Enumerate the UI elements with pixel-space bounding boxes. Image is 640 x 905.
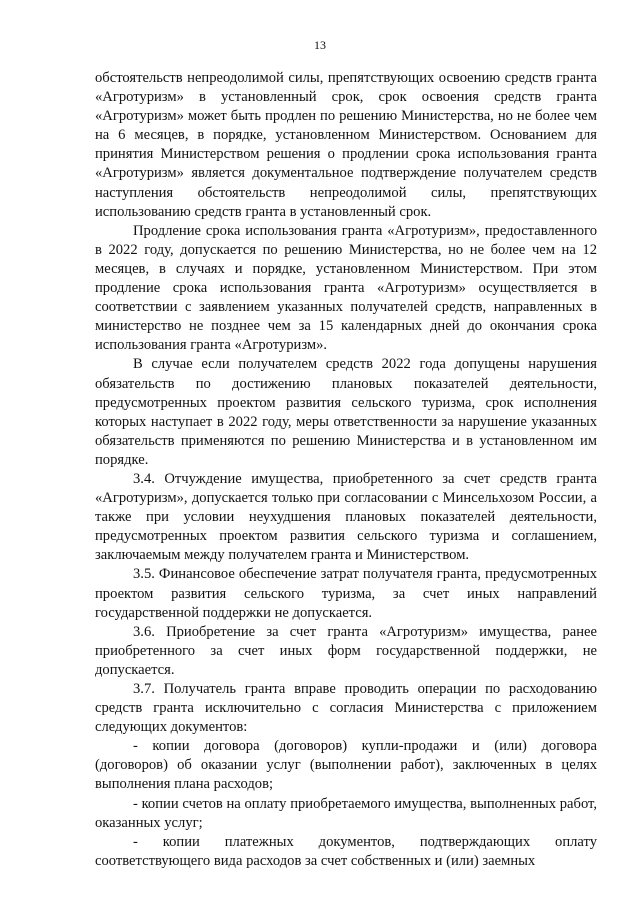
paragraph-3-4: 3.4. Отчуждение имущества, приобретенного за счет средств гранта «Агротуризм», допускается только при согласовании с Минсельхозом России, а также при условии неухудшения плановых показателей деятельности, предусмотренных проектом развития сельского туризма и соглашением, заключаемым между получателем гранта и Министерством. bbox=[95, 470, 597, 564]
paragraph-2022-violations: В случае если получателем средств 2022 года допущены нарушения обязательств по достижению плановых показателей деятельности, предусмотренных проектом развития сельского туризма, срок исполнения которых наступает в 2022 году, меры ответственности за нарушение указанных обязательств применяются по решению Министерства и в установленном им порядке. bbox=[95, 356, 597, 468]
paragraph-2022-grant-extension: Продление срока использования гранта «Агротуризм», предоставленного в 2022 году, допускается по решению Министерства, но не более чем на 12 месяцев, в случаях и порядке, установленном Министерством. При этом продление срока использования гранта «Агротуризм» осуществляется в соответствии с заявлением указанных получателей средств, направленных в министерство не позднее чем за 15 календарных дней до окончания срока использования гранта «Агротуризм». bbox=[95, 222, 597, 354]
list-item-invoices: - копии счетов на оплату приобретаемого имущества, выполненных работ, оказанных услуг; bbox=[95, 795, 597, 831]
paragraph-force-majeure-extension: обстоятельств непреодолимой силы, препятствующих освоению средств гранта «Агротуризм» в установленный срок, срок освоения средств гранта «Агротуризм» может быть продлен по решению Министерства, но не более чем на 6 месяцев, в порядке, установленном Министерством. Основанием для принятия Министерством решения о продлении срока использования гранта «Агротуризм» является документальное подтверждение получателем средств наступления обстоятельств непреодолимой силы, препятствующих использованию средств гранта в установленный срок. bbox=[95, 70, 597, 220]
list-item-payment-documents: - копии платежных документов, подтверждающих оплату соответствующего вида расходов за счет собственных и (или) заемных bbox=[95, 833, 597, 869]
list-item-contracts: - копии договора (договоров) купли-продажи и (или) договора (договоров) об оказании услуг (выполнении работ), заключенных в целях выполнения плана расходов; bbox=[95, 738, 597, 793]
paragraph-3-7: 3.7. Получатель гранта вправе проводить операции по расходованию средств гранта исключительно с согласия Министерства с приложением следующих документов: bbox=[95, 681, 597, 736]
page-number: 13 bbox=[314, 38, 326, 52]
paragraph-3-5: 3.5. Финансовое обеспечение затрат получателя гранта, предусмотренных проектом развития сельского туризма, за счет иных направлений государственной поддержки не допускается. bbox=[95, 566, 597, 621]
document-body bbox=[95, 69, 597, 871]
paragraph-3-6: 3.6. Приобретение за счет гранта «Агротуризм» имущества, ранее приобретенного за счет иных форм государственной поддержки, не допускается. bbox=[95, 623, 597, 678]
